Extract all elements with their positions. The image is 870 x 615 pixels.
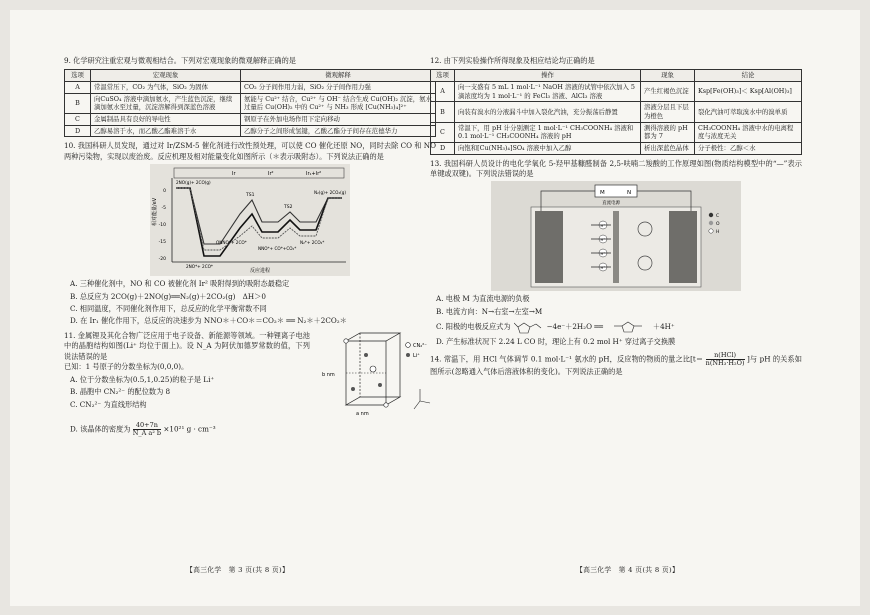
bond: [536, 324, 541, 328]
q12-r1-c0: B: [431, 102, 455, 122]
q11-option-b: B. 晶胞中 CN₂²⁻ 的配位数为 8: [70, 387, 171, 397]
legend-li: Li⁺: [413, 352, 420, 359]
footer-page-4: 【高三化学 第 4 页(共 8 页)】: [576, 566, 680, 574]
label-prod: N₂(g)+ 2CO₂(g): [314, 190, 347, 196]
y-tick-5: -5: [161, 206, 166, 212]
q12-r0-c2: 产生红褐色沉淀: [641, 82, 695, 102]
q9-r3-c0: D: [65, 125, 91, 137]
q10-option-d: D. 在 Ir₁ 催化作用下，总反应的决速步为 NNO＊＋CO＊＝CO₂＊ ══ N₂＊＋2CO₂＊: [70, 316, 347, 326]
label-start: 2NO(g)+ 2CO(g): [176, 180, 211, 186]
hmf-structure-icon: [514, 319, 544, 335]
table-row: [431, 122, 802, 142]
ion-exchange-membrane: [613, 211, 619, 283]
q12-r0-c1: 向一支盛有 5 mL 1 mol·L⁻¹ NaOH 溶液的试管中依次加入 5 滴浓度均为 1 mol·L⁻¹ 的 FeCl₃ 溶液、AlCl₃ 溶液: [455, 82, 641, 102]
q11-d-prefix: D. 该晶体的密度为: [70, 424, 131, 434]
question-14: [430, 352, 802, 378]
q13-option-d: D. 产生标准状况下 2.24 L CO 时，理论上有 0.2 mol H⁺ 穿过离子交换膜: [436, 337, 676, 347]
q9-r1-c2: 氨能与 Cu²⁺ 结合，Cu²⁺ 与 OH⁻ 结合生成 Cu(OH)₂ 沉淀，氨水过量后 Cu(OH)₂ 中的 Cu²⁺ 与 NH₃ 形成 [Cu(NH₃)₄]²⁺: [241, 93, 436, 113]
q9-r0-c2: CO₂ 分子间作用力弱，SiO₂ 分子间作用力强: [241, 82, 436, 94]
q11-text: [64, 331, 310, 420]
legend-ir2: Ir²: [268, 171, 274, 178]
y-axis-arrow: [414, 401, 420, 409]
proton-label-3: H⁺: [600, 252, 606, 257]
q12-header-row: [431, 70, 802, 82]
q14-stem-part2: ]与 pH 的关系如图所示(忽略通入气体后溶液体积的变化)。下列说法正确的是: [430, 354, 802, 377]
exam-sheet: [10, 10, 860, 606]
q13-c-prefix: C. 阳极的电极反应式为: [436, 322, 511, 332]
q9-h2: 微观解释: [241, 70, 436, 82]
y-tick-20: -20: [158, 257, 166, 263]
q9-r2-c2: 钢原子在外加电场作用下定向移动: [241, 114, 436, 126]
right-electrode: [669, 211, 697, 283]
label-n2: N₂*+ 2CO₂*: [300, 240, 325, 246]
q11-d-numerator: 40+7n: [133, 422, 161, 430]
power-label: 直流电源: [602, 201, 620, 207]
legend-li-marker: [406, 353, 410, 357]
left-electrode: [535, 211, 563, 283]
q13-stem: 13. 我国科研人员设计的电化学氧化 5-羟甲基糠醛制备 2,5-呋喃二羧酸的工作原理如图(物质结构模型中的“—”表示单键或双键)。下列说法错误的是: [430, 158, 802, 178]
cell-bottom: [346, 397, 400, 405]
q13-option-b: B. 电流方向：N→右室→左室→M: [436, 306, 543, 316]
question-11: [64, 331, 436, 438]
axis-a-label: a nm: [356, 410, 369, 417]
legend-ir: Ir: [232, 171, 236, 178]
q10-option-a: A. 三种催化剂中，NO 和 CO 被催化剂 Ir² 吸附得到的吸附态最稳定: [70, 279, 290, 289]
proton-label-2: H⁺: [600, 238, 606, 243]
table-row: [65, 82, 436, 94]
table-row: [431, 102, 802, 122]
q9-stem: 9. 化学研究注重宏观与微观相结合。下列对宏观现象的微观解释正确的是: [64, 56, 296, 65]
table-row: [65, 125, 436, 137]
q10-stem: 10. 我国科研人员发现，通过对 Ir/ZSM-5 催化剂进行改性预处理，可以使 CO 催化还原 NO，同时去除 CO 和 NO 两种污染物，实现以废治废。反应机理及相对能量变化如图所示（＊表示吸附态）。下列说法正确的是: [64, 141, 436, 161]
electrode-m: M: [600, 190, 605, 197]
bond: [514, 323, 518, 327]
y-axis-label: 相对能量/eV: [152, 197, 158, 227]
q12-r1-c1: 向装有溴水的分液漏斗中加入裂化汽油，充分振荡后静置: [455, 102, 641, 122]
q9-r3-c1: 乙醇易溶于水，而乙酸乙酯难溶于水: [91, 125, 241, 137]
q9-r0-c1: 常温常压下，CO₂ 为气体，SiO₂ 为固体: [91, 82, 241, 94]
q10-option-c: C. 相同温度，不同催化剂作用下，总反应的化学平衡常数不同: [70, 304, 267, 314]
q14-numerator: n(HCl): [706, 352, 745, 360]
q12-h0: 选项: [431, 70, 455, 82]
q9-r1-c1: 向CuSO₄ 溶液中滴加氨水，产生蓝色沉淀，继续滴加氨水至过量，沉淀溶解得到深蓝色溶液: [91, 93, 241, 113]
li-ion: [351, 387, 355, 391]
legend-o-marker: [709, 221, 713, 225]
q12-r2-c2: 测得溶液的 pH 都为 7: [641, 122, 695, 142]
cn2-corner: [344, 339, 348, 343]
q12-stem: 12. 由下列实验操作所得现象及相应结论均正确的是: [430, 56, 595, 65]
q12-r1-c2: 溶液分层且下层为橙色: [641, 102, 695, 122]
legend-c-marker: [709, 213, 713, 217]
q12-r3-c1: 向饱和[Cu(NH₃)₄]SO₄ 溶液中加入乙醇: [455, 142, 641, 154]
electrolysis-svg: [491, 181, 741, 291]
label-nno: NNO*+ CO*+CO₂*: [258, 246, 297, 252]
q11-given: 已知：1 号原子的分数坐标为(0,0,0)。: [64, 362, 189, 372]
footer-page-3: 【高三化学 第 3 页(共 8 页)】: [186, 566, 290, 574]
furan-ring: [518, 323, 530, 333]
q11-wrap: [64, 331, 436, 420]
question-10: [64, 141, 436, 327]
q11-d-fraction: [133, 422, 161, 437]
q11-option-c: C. CN₂²⁻ 为直线形结构: [70, 399, 147, 409]
bond: [530, 324, 536, 327]
q9-h1: 宏观现象: [91, 70, 241, 82]
label-onno: ONNO*+ 2CO*: [216, 240, 247, 246]
label-ts2: TS2: [284, 205, 293, 211]
table-row: [65, 114, 436, 126]
q12-r3-c3: 分子极性：乙醇＜水: [695, 142, 802, 154]
x-axis-label: 反应进程: [250, 268, 271, 275]
q12-r3-c0: D: [431, 142, 455, 154]
q9-table: [64, 69, 436, 137]
energy-diagram-svg: [150, 164, 350, 276]
right-page: [430, 56, 802, 381]
y-tick-10: -10: [158, 223, 166, 229]
q9-r2-c0: C: [65, 114, 91, 126]
label-ts1: TS1: [246, 193, 255, 199]
legend-ir1-ir2: Ir₁+Ir²: [306, 171, 322, 178]
question-9: [64, 56, 436, 137]
q9-r1-c0: B: [65, 93, 91, 113]
q12-r1-c3: 裂化汽油可萃取溴水中的溴单质: [695, 102, 802, 122]
q14-fraction: [706, 352, 745, 367]
q12-r3-c2: 析出深蓝色晶体: [641, 142, 695, 154]
legend-c: C: [716, 214, 720, 220]
electrode-n: N: [627, 190, 632, 197]
energy-diagram: [150, 164, 350, 276]
cn2-corner: [384, 403, 388, 407]
furan-ring: [622, 322, 634, 332]
q9-r3-c2: 乙醇分子之间形成氢键，乙酸乙酯分子间存在范德华力: [241, 125, 436, 137]
proton-label-1: H⁺: [600, 224, 606, 229]
q9-r2-c1: 金属制品具有良好的导电性: [91, 114, 241, 126]
q12-r0-c3: Ksp[Fe(OH)₃]＜ Ksp[Al(OH)₃]: [695, 82, 802, 102]
q13-c-suffix: ＋4H⁺: [652, 322, 675, 332]
li-ion: [364, 353, 368, 357]
q12-h1: 操作: [455, 70, 641, 82]
q13-option-a: A. 电极 M 为直流电源的负极: [436, 294, 530, 304]
cn2-center: [370, 366, 376, 372]
q9-h0: 选项: [65, 70, 91, 82]
label-ads: 2NO*+ 2CO*: [186, 264, 214, 270]
legend-cn2: CN₂²⁻: [413, 342, 427, 349]
legend-h: H: [716, 230, 720, 236]
q13-c-mid: −4e⁻＋2H₂O ══: [546, 322, 603, 332]
y-tick-0: 0: [163, 189, 166, 195]
q11-option-a: A. 位于分数坐标为(0.5,1,0.25)的粒子是 Li⁺: [70, 374, 215, 384]
q14-stem-part1: 14. 常温下，用 HCl 气体调节 0.1 mol·L⁻¹ 氨水的 pH，反应物的物质的量之比[t＝: [430, 354, 704, 364]
q14-stem: [430, 352, 802, 378]
table-row: [65, 93, 436, 113]
li-ion: [378, 383, 382, 387]
q11-option-d: [64, 422, 436, 437]
q10-option-b: B. 总反应为 2CO(g)＋2NO(g)══N₂(g)＋2CO₂(g) ΔH＞0: [70, 291, 266, 301]
y-tick-15: -15: [158, 240, 166, 246]
q9-header-row: [65, 70, 436, 82]
q12-r2-c1: 常温下，用 pH 计分别测定 1 mol·L⁻¹ CH₃COONH₄ 溶液和 0.1 mol·L⁻¹ CH₃COONH₄ 溶液的 pH: [455, 122, 641, 142]
fdca-structure-icon: [606, 319, 650, 335]
q12-h2: 现象: [641, 70, 695, 82]
q11-stem: 11. 金属锂及其化合物广泛应用于电子设备、新能源等领域。一种锂离子电池中的晶胞结构如图(Li⁺ 均位于面上)。设 N_A 为阿伏加德罗常数的值，下列说法错误的是: [64, 330, 310, 361]
q11-figure: [316, 331, 436, 420]
q11-d-suffix: ×10²¹ g · cm⁻³: [163, 424, 216, 434]
legend-h-marker: [709, 229, 713, 233]
x-axis-arrow: [420, 401, 430, 403]
question-12: [430, 56, 802, 155]
crystal-cell-svg: [316, 331, 436, 417]
q9-r0-c0: A: [65, 82, 91, 94]
table-row: [431, 82, 802, 102]
proton-label-4: H⁺: [600, 266, 606, 271]
q12-h3: 结论: [695, 70, 802, 82]
table-row: [431, 142, 802, 154]
left-page: [64, 56, 436, 442]
q11-d-denominator: N_A a² b: [132, 429, 162, 438]
q12-r2-c0: C: [431, 122, 455, 142]
legend-cn2-marker: [406, 343, 411, 348]
electrolysis-figure: [491, 181, 741, 291]
q12-r2-c3: CH₃COONH₄ 溶液中水的电离程度与浓度无关: [695, 122, 802, 142]
axis-b-label: b nm: [322, 371, 335, 378]
legend-o: O: [716, 222, 720, 228]
question-13: [430, 159, 802, 348]
q12-r0-c0: A: [431, 82, 455, 102]
q13-option-c: [430, 319, 802, 335]
q12-table: [430, 69, 802, 154]
q14-denominator: n(NH₃·H₂O): [705, 358, 745, 367]
cell-top: [346, 333, 400, 341]
